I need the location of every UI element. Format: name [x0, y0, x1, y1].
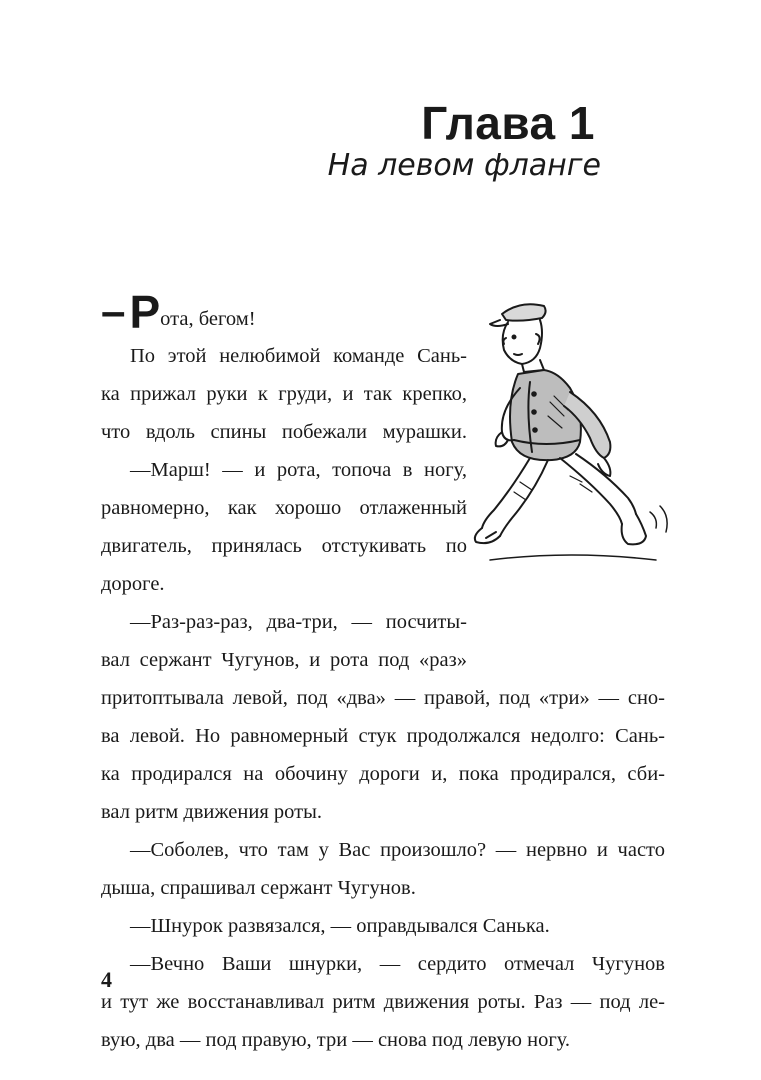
text-line: что вдоль спины побежали мурашки.	[101, 421, 467, 443]
text-line: —Вечно Ваши шнурки, — сердито отмечал Чугунов	[130, 953, 665, 975]
text-line: притоптывала левой, под «два» — правой, под «три» — сно-	[101, 687, 665, 709]
chapter-subtitle: На левом фланге	[327, 148, 601, 183]
text-line: дороге.	[101, 573, 165, 595]
text-line: вую, два — под правую, три — снова под левую ногу.	[101, 1029, 571, 1051]
text-line: —Соболев, что там у Вас произошло? — нервно и часто	[130, 839, 665, 861]
text-line: двигатель, принялась отстукивать по	[101, 535, 467, 557]
text-line: вал сержант Чугунов, и рота под «раз»	[101, 649, 467, 671]
text-line: вал ритм движения роты.	[101, 801, 322, 823]
text-line: —Марш! — и рота, топоча в ногу,	[130, 459, 467, 481]
dropcap-letter: Р	[129, 286, 161, 338]
chapter-title: Глава 1	[421, 97, 595, 149]
text-line: ка продирался на обочину дороги и, пока продирался, сби-	[101, 763, 665, 785]
text-line: ка прижал руки к груди, и так крепко,	[101, 383, 467, 405]
dropcap-paragraph-start	[101, 288, 256, 336]
text-line: дыша, спрашивал сержант Чугунов.	[101, 877, 416, 899]
text-line: и тут же восстанавливал ритм движения роты. Раз — под ле-	[101, 991, 665, 1013]
marching-soldier-illustration	[460, 292, 680, 582]
text-line: равномерно, как хорошо отлаженный	[101, 497, 467, 519]
dropcap-dash: –	[101, 287, 126, 336]
text-line: —Шнурок развязался, — оправдывался Санька.	[130, 915, 550, 937]
dropcap-rest: ота, бегом!	[160, 308, 256, 330]
text-line: По этой нелюбимой команде Сань-	[130, 345, 467, 367]
text-line: —Раз-раз-раз, два-три, — посчиты-	[130, 611, 467, 633]
text-line: ва левой. Но равномерный стук продолжался недолго: Сань-	[101, 725, 665, 747]
page-number: 4	[101, 967, 112, 992]
